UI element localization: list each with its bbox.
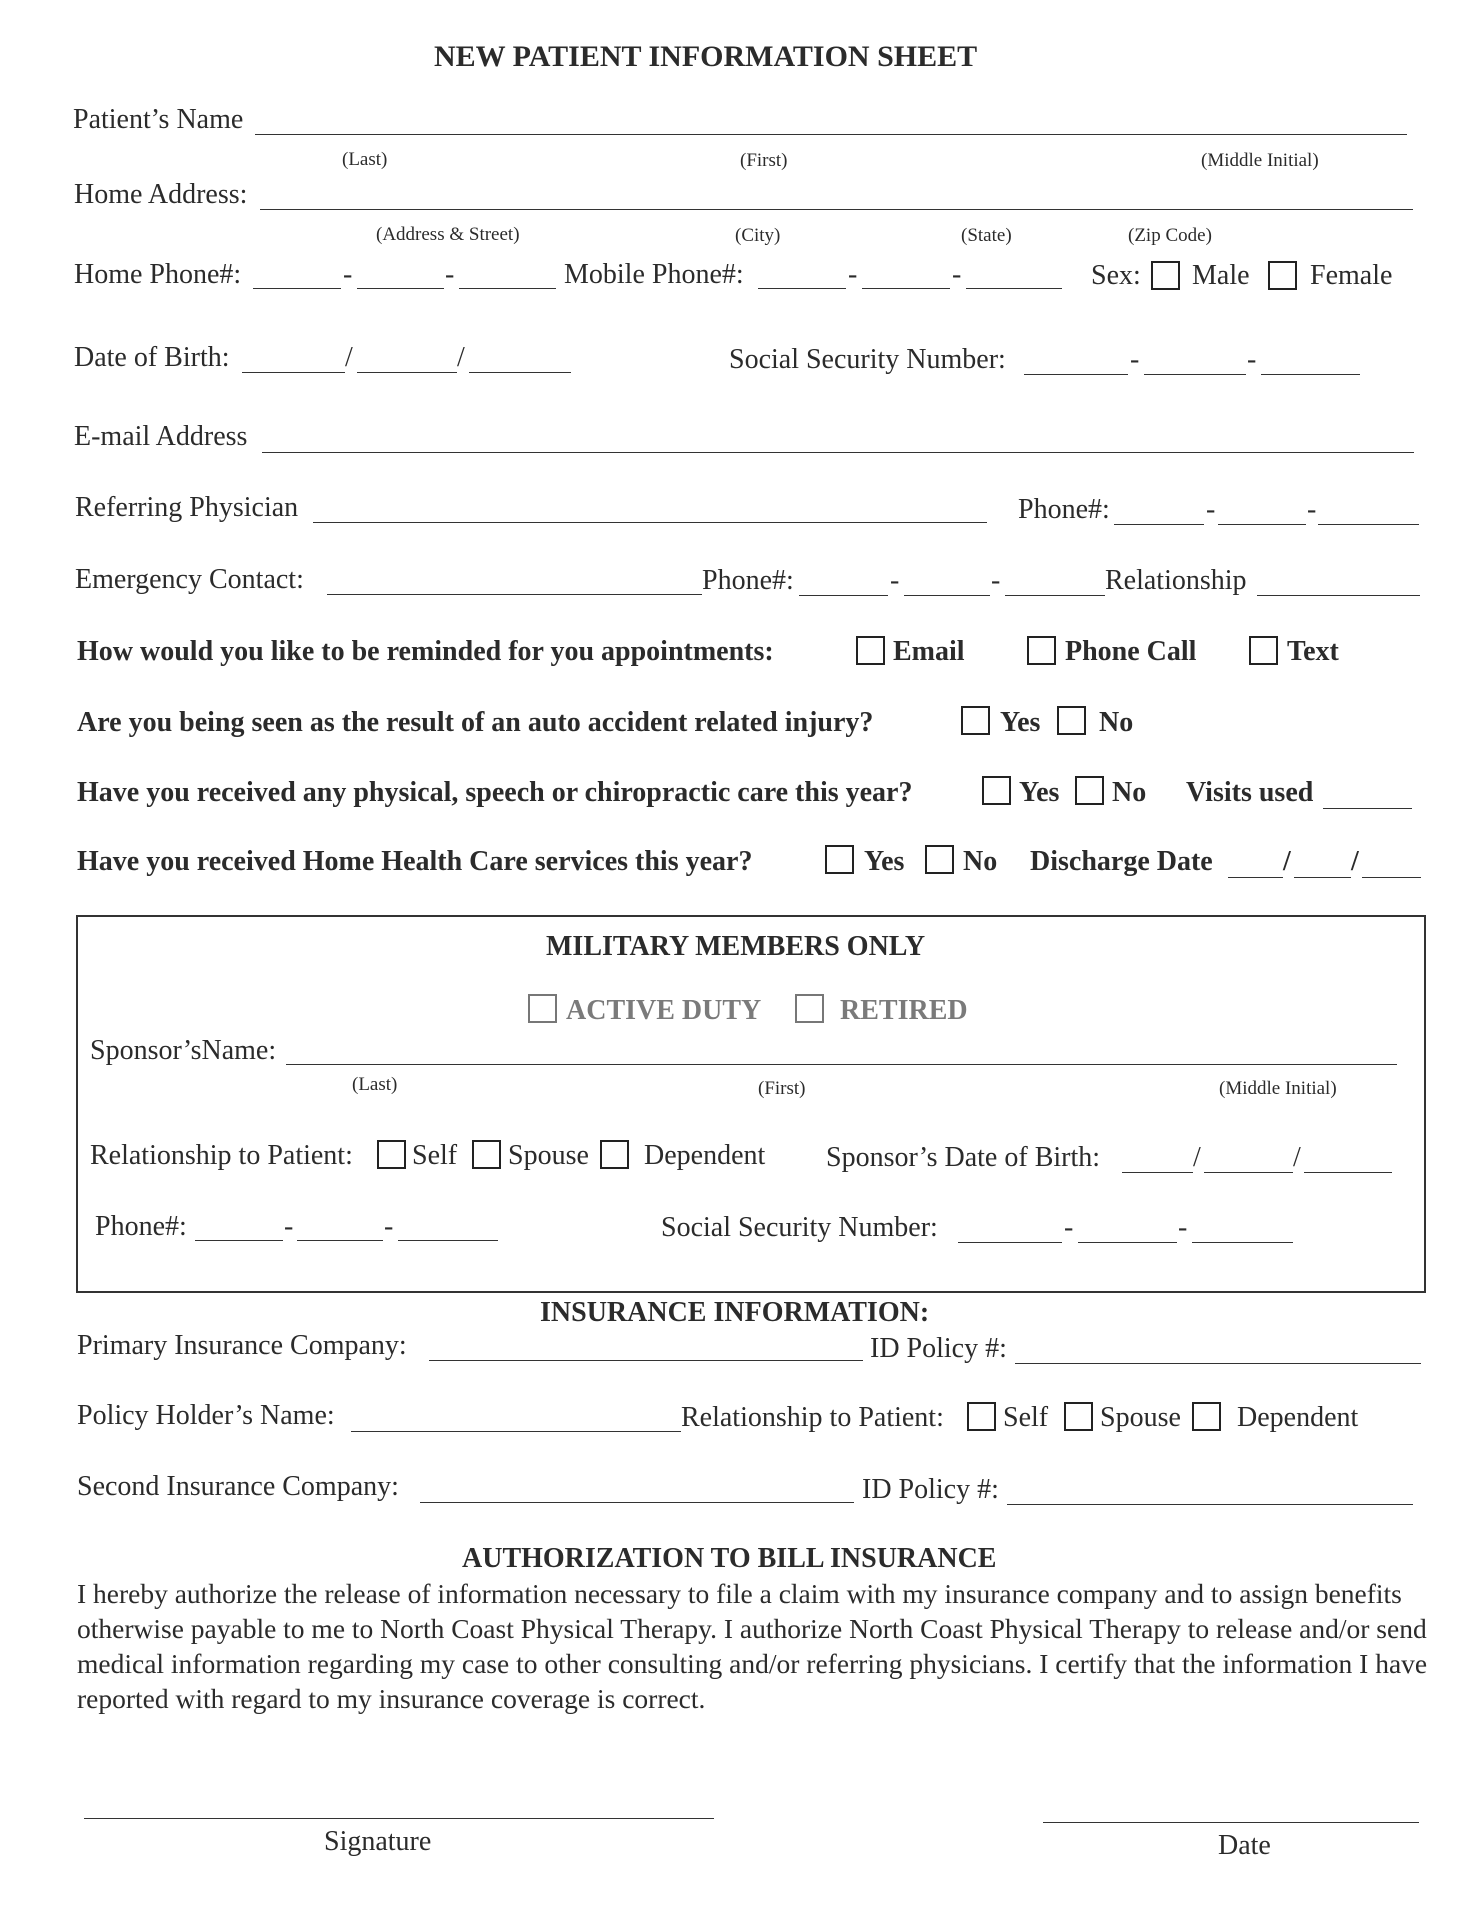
dob-day-field[interactable] — [357, 372, 457, 373]
military-phone-line-field[interactable] — [398, 1240, 498, 1241]
page-title: NEW PATIENT INFORMATION SHEET — [434, 40, 978, 73]
reminder-question: How would you like to be reminded for you appointments: — [77, 636, 774, 667]
home-address-field[interactable] — [260, 209, 1413, 210]
state-caption: (State) — [961, 225, 1012, 246]
auto-accident-question: Are you being seen as the result of an auto accident related injury? — [77, 707, 874, 738]
first-name-caption: (First) — [740, 150, 788, 171]
discharge-year-field[interactable] — [1362, 877, 1421, 878]
ssn-part1-field[interactable] — [1024, 374, 1128, 375]
insurance-spouse-checkbox[interactable] — [1064, 1402, 1093, 1431]
referring-physician-label: Referring Physician — [75, 492, 299, 523]
discharge-month-field[interactable] — [1228, 877, 1283, 878]
dash: - — [991, 565, 1001, 596]
sponsor-first-caption: (First) — [758, 1078, 806, 1099]
ssn-label: Social Security Number: — [729, 344, 1006, 375]
date-label: Date — [1218, 1830, 1271, 1861]
military-spouse-checkbox[interactable] — [472, 1140, 501, 1169]
dash: - — [384, 1211, 394, 1242]
auto-no-checkbox[interactable] — [1057, 706, 1086, 735]
visits-used-field[interactable] — [1323, 808, 1412, 809]
slash: / — [1193, 1142, 1201, 1173]
insurance-self-checkbox[interactable] — [967, 1402, 996, 1431]
emergency-phone-label: Phone#: — [702, 565, 794, 596]
slash: / — [457, 342, 465, 373]
emergency-contact-field[interactable] — [327, 594, 702, 595]
dob-label: Date of Birth: — [74, 342, 230, 373]
home-health-no-checkbox[interactable] — [925, 845, 954, 874]
authorization-title: AUTHORIZATION TO BILL INSURANCE — [462, 1543, 997, 1574]
male-label: Male — [1192, 260, 1250, 291]
home-health-no-label: No — [963, 846, 998, 877]
female-checkbox[interactable] — [1268, 261, 1297, 290]
emergency-phone-prefix-field[interactable] — [904, 595, 990, 596]
second-insurance-label: Second Insurance Company: — [77, 1471, 399, 1502]
auto-yes-checkbox[interactable] — [961, 706, 990, 735]
dash: - — [1206, 494, 1216, 525]
dash: - — [1307, 494, 1317, 525]
home-phone-label: Home Phone#: — [74, 259, 242, 290]
patient-name-field[interactable] — [255, 134, 1407, 135]
dash: - — [445, 259, 455, 290]
policy-holder-field[interactable] — [351, 1431, 681, 1432]
home-phone-area-field[interactable] — [253, 288, 341, 289]
mobile-phone-label: Mobile Phone#: — [564, 259, 744, 290]
sponsor-name-label: Sponsor’sName: — [90, 1035, 277, 1066]
discharge-date-label: Discharge Date — [1030, 846, 1213, 877]
discharge-day-field[interactable] — [1294, 877, 1351, 878]
phone-call-reminder-label: Phone Call — [1065, 636, 1197, 667]
sponsor-dob-year-field[interactable] — [1304, 1172, 1392, 1173]
retired-checkbox[interactable] — [795, 994, 824, 1023]
military-spouse-label: Spouse — [508, 1140, 589, 1171]
zip-caption: (Zip Code) — [1128, 225, 1212, 246]
signature-field[interactable] — [84, 1818, 714, 1819]
phone-call-reminder-checkbox[interactable] — [1027, 636, 1056, 665]
active-duty-checkbox[interactable] — [528, 994, 557, 1023]
second-id-policy-label: ID Policy #: — [862, 1474, 999, 1505]
dash: - — [848, 259, 858, 290]
patient-name-label: Patient’s Name — [73, 104, 244, 135]
date-field[interactable] — [1043, 1822, 1419, 1823]
middle-initial-caption: (Middle Initial) — [1201, 150, 1319, 171]
address-street-caption: (Address & Street) — [376, 224, 520, 245]
primary-id-policy-field[interactable] — [1015, 1363, 1421, 1364]
visits-used-label: Visits used — [1186, 777, 1314, 808]
emergency-phone-area-field[interactable] — [799, 595, 888, 596]
military-phone-label: Phone#: — [95, 1211, 187, 1242]
slash: / — [1283, 846, 1291, 877]
military-phone-prefix-field[interactable] — [297, 1240, 383, 1241]
primary-id-policy-label: ID Policy #: — [870, 1333, 1007, 1364]
home-address-label: Home Address: — [74, 179, 248, 210]
sponsor-name-field[interactable] — [286, 1064, 1397, 1065]
insurance-title: INSURANCE INFORMATION: — [540, 1297, 930, 1328]
dash: - — [890, 565, 900, 596]
second-id-policy-field[interactable] — [1007, 1504, 1413, 1505]
sponsor-last-caption: (Last) — [352, 1074, 398, 1095]
slash: / — [1293, 1142, 1301, 1173]
primary-insurance-field[interactable] — [429, 1360, 863, 1361]
military-self-label: Self — [412, 1140, 458, 1171]
mobile-phone-line-field[interactable] — [966, 288, 1062, 289]
home-health-yes-checkbox[interactable] — [825, 845, 854, 874]
relationship-field[interactable] — [1257, 595, 1420, 596]
dash: - — [284, 1211, 294, 1242]
active-duty-label: ACTIVE DUTY — [566, 995, 762, 1026]
mobile-phone-prefix-field[interactable] — [862, 288, 950, 289]
sponsor-middle-caption: (Middle Initial) — [1219, 1078, 1337, 1099]
emergency-phone-line-field[interactable] — [1005, 595, 1105, 596]
insurance-dependent-label: Dependent — [1237, 1402, 1359, 1433]
dob-year-field[interactable] — [469, 372, 571, 373]
insurance-dependent-checkbox[interactable] — [1192, 1402, 1221, 1431]
email-label: E-mail Address — [74, 421, 248, 452]
emergency-contact-label: Emergency Contact: — [75, 564, 304, 595]
sponsor-dob-label: Sponsor’s Date of Birth: — [826, 1142, 1101, 1173]
care-yes-checkbox[interactable] — [982, 776, 1011, 805]
insurance-self-label: Self — [1003, 1402, 1049, 1433]
slash: / — [345, 342, 353, 373]
primary-insurance-label: Primary Insurance Company: — [77, 1330, 407, 1361]
home-phone-prefix-field[interactable] — [357, 288, 444, 289]
dash: - — [1064, 1212, 1074, 1243]
dash: - — [952, 259, 962, 290]
city-caption: (City) — [735, 225, 781, 246]
physician-phone-prefix-field[interactable] — [1218, 524, 1306, 525]
dash: - — [343, 259, 353, 290]
military-phone-area-field[interactable] — [195, 1240, 283, 1241]
female-label: Female — [1310, 260, 1393, 291]
text-reminder-label: Text — [1287, 636, 1339, 667]
dash: - — [1130, 344, 1140, 375]
auto-yes-label: Yes — [1000, 707, 1041, 738]
ssn-part3-field[interactable] — [1261, 374, 1360, 375]
military-ssn-part2-field[interactable] — [1078, 1242, 1177, 1243]
mobile-phone-area-field[interactable] — [758, 288, 846, 289]
relationship-label: Relationship — [1105, 565, 1247, 596]
sponsor-dob-month-field[interactable] — [1122, 1172, 1193, 1173]
physician-phone-area-field[interactable] — [1114, 524, 1204, 525]
ssn-part2-field[interactable] — [1144, 374, 1246, 375]
referring-physician-field[interactable] — [313, 522, 987, 523]
sex-label: Sex: — [1091, 260, 1141, 291]
physician-phone-label: Phone#: — [1018, 494, 1110, 525]
military-title: MILITARY MEMBERS ONLY — [546, 931, 926, 962]
email-reminder-label: Email — [893, 636, 965, 667]
male-checkbox[interactable] — [1151, 261, 1180, 290]
authorization-text: I hereby authorize the release of information necessary to file a claim with my insurance company and to assign benefits otherwise payable to me to North Coast Physical Therapy. I authorize North Coast Physical Therapy to release and/or send medical information regarding my case to other consulting and/or referring physicians. I certify that the information I have reported with regard to my insurance coverage is correct. — [77, 1578, 1428, 1714]
home-health-yes-label: Yes — [864, 846, 905, 877]
care-no-label: No — [1112, 777, 1147, 808]
home-health-question: Have you received Home Health Care services this year? — [77, 846, 753, 877]
military-ssn-label: Social Security Number: — [661, 1212, 938, 1243]
slash: / — [1351, 846, 1359, 877]
military-dependent-label: Dependent — [644, 1140, 766, 1171]
physician-phone-line-field[interactable] — [1318, 524, 1419, 525]
home-phone-line-field[interactable] — [459, 288, 556, 289]
military-relationship-label: Relationship to Patient: — [90, 1140, 353, 1171]
military-self-checkbox[interactable] — [377, 1140, 406, 1169]
sponsor-dob-day-field[interactable] — [1204, 1172, 1293, 1173]
signature-label: Signature — [324, 1826, 432, 1857]
dash: - — [1178, 1212, 1188, 1243]
policy-holder-label: Policy Holder’s Name: — [77, 1400, 335, 1431]
insurance-spouse-label: Spouse — [1100, 1402, 1181, 1433]
last-name-caption: (Last) — [342, 149, 388, 170]
military-ssn-part1-field[interactable] — [958, 1242, 1062, 1243]
dob-month-field[interactable] — [242, 372, 345, 373]
military-ssn-part3-field[interactable] — [1192, 1242, 1293, 1243]
auto-no-label: No — [1099, 707, 1134, 738]
dash: - — [1247, 344, 1257, 375]
military-dependent-checkbox[interactable] — [600, 1140, 629, 1169]
email-reminder-checkbox[interactable] — [856, 636, 885, 665]
retired-label: RETIRED — [840, 995, 968, 1026]
care-yes-label: Yes — [1019, 777, 1060, 808]
email-field[interactable] — [262, 452, 1414, 453]
insurance-relationship-label: Relationship to Patient: — [681, 1402, 944, 1433]
text-reminder-checkbox[interactable] — [1249, 636, 1278, 665]
second-insurance-field[interactable] — [420, 1502, 854, 1503]
care-no-checkbox[interactable] — [1075, 776, 1104, 805]
care-question: Have you received any physical, speech or chiropractic care this year? — [77, 777, 913, 808]
